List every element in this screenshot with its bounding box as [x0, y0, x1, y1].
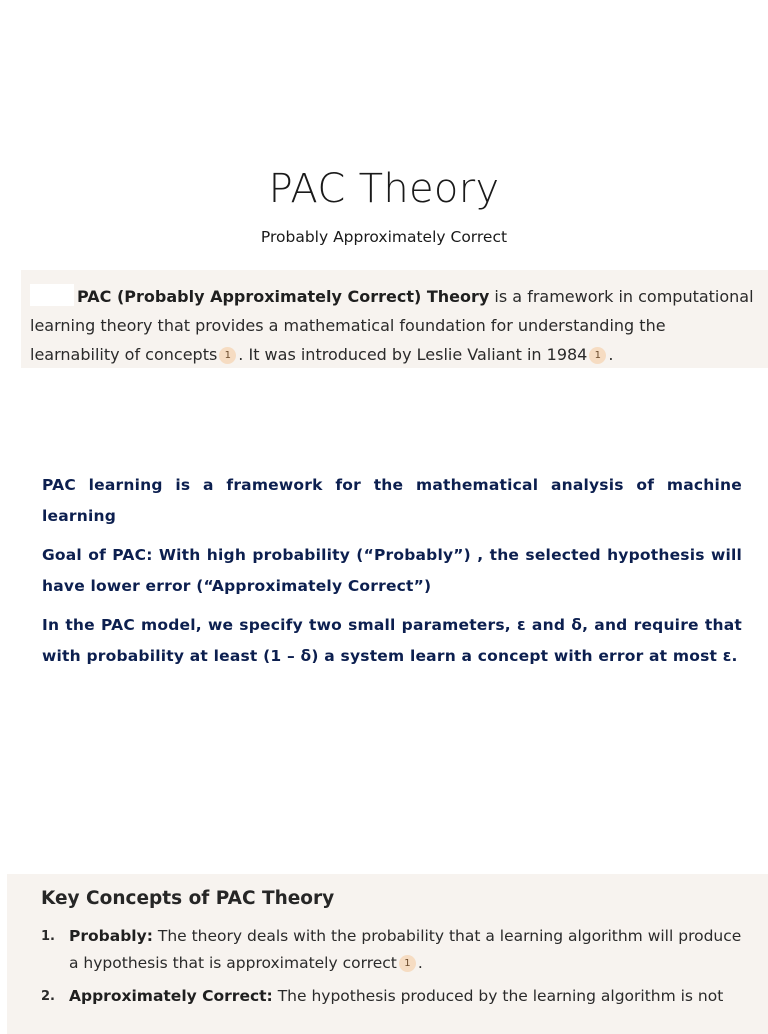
key-concept-text: The hypothesis produced by the learning algorithm is not — [272, 987, 724, 1005]
pac-summary-block — [42, 470, 742, 680]
list-number: 1. — [41, 929, 55, 944]
page-title: PAC Theory — [268, 166, 500, 212]
intro-text-3: . — [608, 345, 614, 364]
key-concepts-heading: Key Concepts of PAC Theory — [41, 888, 335, 909]
citation-badge-1[interactable]: 1 — [219, 347, 236, 364]
key-concept-item-approximately-correct — [41, 983, 748, 1010]
list-number: 2. — [41, 989, 55, 1004]
key-concepts-card — [7, 874, 768, 1034]
key-concept-item-probably — [41, 923, 748, 977]
pac-paragraph-3: In the PAC model, we specify two small parameters, ε and δ, and require that with probability at least (1 – δ) a system learn a concept with error at most ε. — [42, 616, 742, 665]
key-concept-term: Probably: — [69, 927, 153, 945]
pac-paragraph-1: PAC learning is a framework for the mathematical analysis of machine learning — [42, 476, 742, 525]
key-concept-end: . — [417, 954, 423, 972]
intro-indent — [30, 284, 74, 306]
key-concept-term: Approximately Correct: — [69, 987, 273, 1005]
intro-text-2: . It was introduced by Leslie Valiant in 1984 — [238, 345, 588, 364]
pac-paragraph-2: Goal of PAC: With high probability (“Probably”) , the selected hypothesis will have lower error (“Approximately Correct”) — [42, 546, 742, 595]
page-subtitle: Probably Approximately Correct — [260, 228, 508, 246]
citation-badge-3[interactable]: 1 — [399, 955, 416, 972]
intro-bold-term: PAC (Probably Approximately Correct) Theory — [77, 287, 490, 306]
key-concepts-list — [41, 923, 748, 1010]
intro-card — [21, 270, 768, 368]
key-concept-text: The theory deals with the probability that a learning algorithm will produce a hypothesis that is approximately correct — [69, 927, 742, 972]
citation-badge-2[interactable]: 1 — [589, 347, 606, 364]
intro-text-1: is a framework in computational learning theory that provides a mathematical foundation for understanding the learnability of concepts — [30, 287, 754, 364]
